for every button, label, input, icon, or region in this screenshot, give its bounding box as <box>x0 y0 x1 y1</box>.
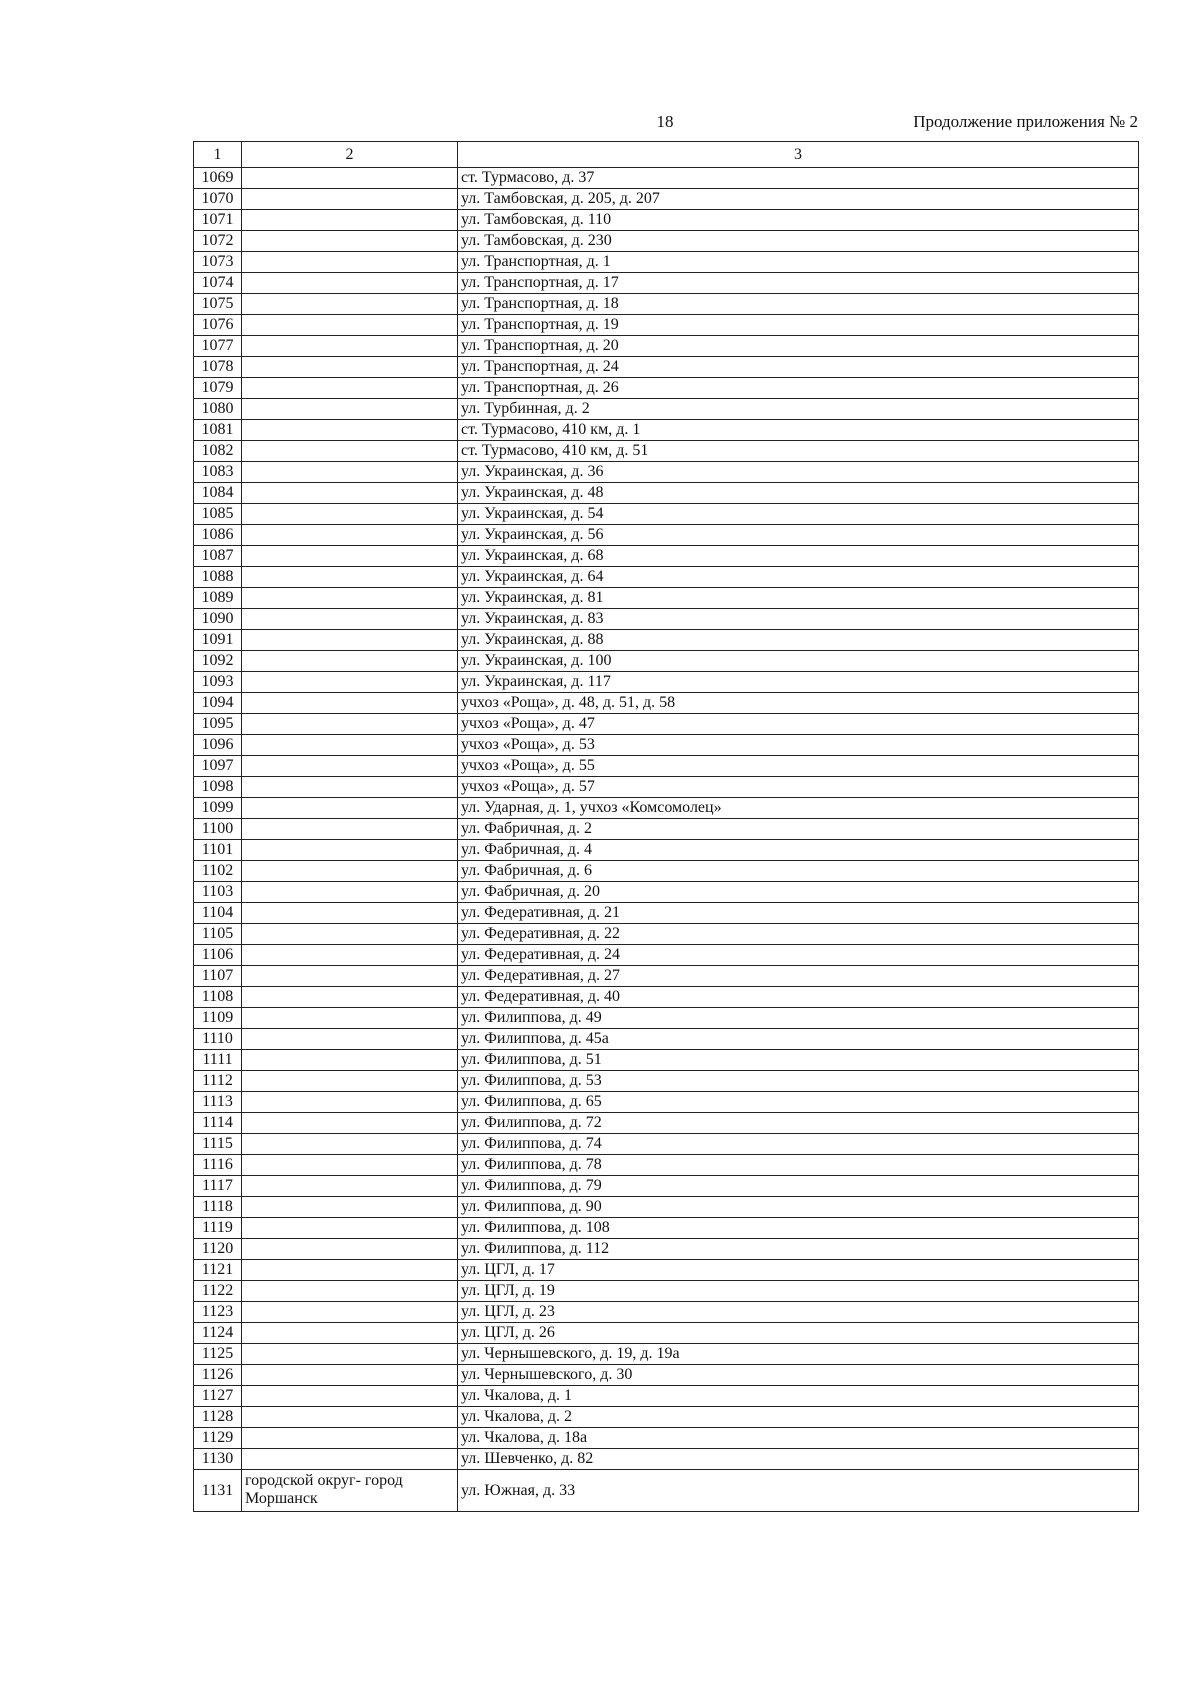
address-cell: ул. Чкалова, д. 1 <box>458 1386 1139 1407</box>
row-number: 1080 <box>194 399 242 420</box>
table-row <box>194 441 1139 462</box>
district-cell <box>242 1218 458 1239</box>
table-row <box>194 861 1139 882</box>
table-row <box>194 777 1139 798</box>
continuation-label: Продолжение приложения № 2 <box>913 112 1138 131</box>
table-row <box>194 903 1139 924</box>
row-number: 1090 <box>194 609 242 630</box>
table-row <box>194 1134 1139 1155</box>
row-number: 1087 <box>194 546 242 567</box>
address-cell: учхоз «Роща», д. 55 <box>458 756 1139 777</box>
row-number: 1086 <box>194 525 242 546</box>
table-row <box>194 1386 1139 1407</box>
address-cell: ул. Украинская, д. 100 <box>458 651 1139 672</box>
table-row <box>194 1260 1139 1281</box>
address-cell: учхоз «Роща», д. 57 <box>458 777 1139 798</box>
district-cell <box>242 1407 458 1428</box>
table-row <box>194 210 1139 231</box>
district-cell <box>242 546 458 567</box>
table-row <box>194 357 1139 378</box>
row-number: 1069 <box>194 168 242 189</box>
address-cell: ул. Фабричная, д. 2 <box>458 819 1139 840</box>
address-cell: ул. Филиппова, д. 45а <box>458 1029 1139 1050</box>
row-number: 1130 <box>194 1449 242 1470</box>
address-cell: ст. Турмасово, д. 37 <box>458 168 1139 189</box>
row-number: 1129 <box>194 1428 242 1449</box>
row-number: 1112 <box>194 1071 242 1092</box>
district-cell <box>242 1281 458 1302</box>
row-number: 1103 <box>194 882 242 903</box>
table-row <box>194 798 1139 819</box>
row-number: 1104 <box>194 903 242 924</box>
table-row <box>194 819 1139 840</box>
district-cell <box>242 1197 458 1218</box>
address-cell: ул. Филиппова, д. 65 <box>458 1092 1139 1113</box>
district-cell <box>242 924 458 945</box>
row-number: 1121 <box>194 1260 242 1281</box>
table-row <box>194 735 1139 756</box>
column-header-3: 3 <box>458 142 1139 168</box>
table-row <box>194 420 1139 441</box>
row-number: 1118 <box>194 1197 242 1218</box>
district-cell <box>242 1134 458 1155</box>
table-row <box>194 1155 1139 1176</box>
row-number: 1076 <box>194 315 242 336</box>
row-number: 1083 <box>194 462 242 483</box>
row-number: 1078 <box>194 357 242 378</box>
row-number: 1084 <box>194 483 242 504</box>
row-number: 1125 <box>194 1344 242 1365</box>
address-cell: ул. Украинская, д. 88 <box>458 630 1139 651</box>
table-row <box>194 546 1139 567</box>
district-cell <box>242 462 458 483</box>
page-number: 18 <box>656 112 674 131</box>
table-row <box>194 1428 1139 1449</box>
table-row <box>194 756 1139 777</box>
district-cell <box>242 798 458 819</box>
row-number: 1099 <box>194 798 242 819</box>
row-number: 1109 <box>194 1008 242 1029</box>
district-cell <box>242 1113 458 1134</box>
district-cell <box>242 1365 458 1386</box>
district-cell <box>242 588 458 609</box>
table-row <box>194 1365 1139 1386</box>
district-cell <box>242 714 458 735</box>
row-number: 1097 <box>194 756 242 777</box>
table-row <box>194 945 1139 966</box>
address-cell: ул. Фабричная, д. 4 <box>458 840 1139 861</box>
address-cell: ул. Чернышевского, д. 30 <box>458 1365 1139 1386</box>
address-cell: ул. Украинская, д. 68 <box>458 546 1139 567</box>
district-cell <box>242 1092 458 1113</box>
row-number: 1079 <box>194 378 242 399</box>
district-cell <box>242 189 458 210</box>
row-number: 1122 <box>194 1281 242 1302</box>
district-cell <box>242 672 458 693</box>
address-cell: ул. ЦГЛ, д. 26 <box>458 1323 1139 1344</box>
table-row <box>194 504 1139 525</box>
district-cell <box>242 987 458 1008</box>
address-cell: ул. Филиппова, д. 74 <box>458 1134 1139 1155</box>
address-cell: ул. Украинская, д. 56 <box>458 525 1139 546</box>
district-cell <box>242 609 458 630</box>
table-row <box>194 672 1139 693</box>
address-cell: ул. Федеративная, д. 21 <box>458 903 1139 924</box>
address-cell: ул. Чкалова, д. 2 <box>458 1407 1139 1428</box>
address-cell: ул. Транспортная, д. 20 <box>458 336 1139 357</box>
row-number: 1091 <box>194 630 242 651</box>
address-cell: ул. Филиппова, д. 79 <box>458 1176 1139 1197</box>
address-cell: ул. Транспортная, д. 1 <box>458 252 1139 273</box>
row-number: 1077 <box>194 336 242 357</box>
row-number: 1100 <box>194 819 242 840</box>
row-number: 1092 <box>194 651 242 672</box>
row-number: 1106 <box>194 945 242 966</box>
address-cell: ул. ЦГЛ, д. 19 <box>458 1281 1139 1302</box>
district-cell <box>242 1428 458 1449</box>
table-row <box>194 882 1139 903</box>
table-row <box>194 1407 1139 1428</box>
address-cell: ул. Филиппова, д. 53 <box>458 1071 1139 1092</box>
address-cell: ул. Филиппова, д. 108 <box>458 1218 1139 1239</box>
district-cell <box>242 1239 458 1260</box>
address-cell: ул. Украинская, д. 64 <box>458 567 1139 588</box>
table-row <box>194 231 1139 252</box>
address-cell: ул. Украинская, д. 83 <box>458 609 1139 630</box>
address-cell: ул. ЦГЛ, д. 17 <box>458 1260 1139 1281</box>
address-cell: ул. Филиппова, д. 112 <box>458 1239 1139 1260</box>
table-row <box>194 294 1139 315</box>
row-number: 1113 <box>194 1092 242 1113</box>
address-cell: ул. Филиппова, д. 90 <box>458 1197 1139 1218</box>
district-cell <box>242 777 458 798</box>
table-row <box>194 630 1139 651</box>
row-number: 1127 <box>194 1386 242 1407</box>
table-row <box>194 840 1139 861</box>
address-cell: ул. Украинская, д. 54 <box>458 504 1139 525</box>
table-header-row <box>194 142 1139 168</box>
address-cell: учхоз «Роща», д. 48, д. 51, д. 58 <box>458 693 1139 714</box>
row-number: 1107 <box>194 966 242 987</box>
table-row <box>194 966 1139 987</box>
district-cell <box>242 315 458 336</box>
district-cell <box>242 630 458 651</box>
district-cell <box>242 840 458 861</box>
table-row <box>194 378 1139 399</box>
district-cell <box>242 1008 458 1029</box>
district-cell <box>242 903 458 924</box>
table-row <box>194 168 1139 189</box>
table-row <box>194 1323 1139 1344</box>
address-cell: ул. Филиппова, д. 72 <box>458 1113 1139 1134</box>
address-cell: ул. Тамбовская, д. 110 <box>458 210 1139 231</box>
column-header-2: 2 <box>242 142 458 168</box>
address-cell: ул. Транспортная, д. 24 <box>458 357 1139 378</box>
district-name: городской округ- город Моршанск <box>242 1470 458 1512</box>
table-row <box>194 1176 1139 1197</box>
address-cell: ул. Транспортная, д. 17 <box>458 273 1139 294</box>
table-row <box>194 252 1139 273</box>
row-number: 1114 <box>194 1113 242 1134</box>
district-cell <box>242 1260 458 1281</box>
district-cell <box>242 294 458 315</box>
address-cell: ул. Турбинная, д. 2 <box>458 399 1139 420</box>
table-row <box>194 1092 1139 1113</box>
address-cell: ул. Федеративная, д. 27 <box>458 966 1139 987</box>
table-row <box>194 1008 1139 1029</box>
table-row <box>194 1029 1139 1050</box>
address-cell: ул. Ударная, д. 1, учхоз «Комсомолец» <box>458 798 1139 819</box>
address-cell: ул. Фабричная, д. 6 <box>458 861 1139 882</box>
table-row <box>194 315 1139 336</box>
district-cell <box>242 210 458 231</box>
district-cell <box>242 1071 458 1092</box>
row-number: 1075 <box>194 294 242 315</box>
address-cell: ул. Федеративная, д. 24 <box>458 945 1139 966</box>
row-number: 1117 <box>194 1176 242 1197</box>
district-cell <box>242 1302 458 1323</box>
address-cell: ул. Шевченко, д. 82 <box>458 1449 1139 1470</box>
table-row <box>194 609 1139 630</box>
table-row <box>194 273 1139 294</box>
row-number: 1081 <box>194 420 242 441</box>
district-cell <box>242 1449 458 1470</box>
district-cell <box>242 882 458 903</box>
row-number: 1070 <box>194 189 242 210</box>
district-cell <box>242 378 458 399</box>
row-number: 1094 <box>194 693 242 714</box>
row-number: 1110 <box>194 1029 242 1050</box>
district-cell <box>242 1050 458 1071</box>
table-row-last <box>194 1470 1139 1512</box>
address-cell: ул. Южная, д. 33 <box>458 1470 1139 1512</box>
address-cell: ул. Федеративная, д. 22 <box>458 924 1139 945</box>
address-cell: ул. Украинская, д. 48 <box>458 483 1139 504</box>
address-cell: ст. Турмасово, 410 км, д. 51 <box>458 441 1139 462</box>
district-cell <box>242 357 458 378</box>
address-cell: ул. Транспортная, д. 26 <box>458 378 1139 399</box>
address-cell: ул. Филиппова, д. 78 <box>458 1155 1139 1176</box>
district-cell <box>242 1155 458 1176</box>
row-number: 1115 <box>194 1134 242 1155</box>
district-cell <box>242 420 458 441</box>
table-row <box>194 1281 1139 1302</box>
table-row <box>194 399 1139 420</box>
table-row <box>194 1050 1139 1071</box>
row-number: 1108 <box>194 987 242 1008</box>
table-row <box>194 1302 1139 1323</box>
district-cell <box>242 273 458 294</box>
table-row <box>194 1239 1139 1260</box>
district-cell <box>242 861 458 882</box>
row-number: 1131 <box>194 1470 242 1512</box>
address-cell: учхоз «Роща», д. 53 <box>458 735 1139 756</box>
district-cell <box>242 1176 458 1197</box>
district-cell <box>242 756 458 777</box>
table-row <box>194 588 1139 609</box>
row-number: 1073 <box>194 252 242 273</box>
district-cell <box>242 399 458 420</box>
table-row <box>194 924 1139 945</box>
table-row <box>194 714 1139 735</box>
address-table <box>193 141 1139 1512</box>
address-cell: ул. ЦГЛ, д. 23 <box>458 1302 1139 1323</box>
address-cell: ул. Тамбовская, д. 230 <box>458 231 1139 252</box>
row-number: 1111 <box>194 1050 242 1071</box>
address-cell: ул. Филиппова, д. 49 <box>458 1008 1139 1029</box>
table-row <box>194 651 1139 672</box>
address-cell: ул. Транспортная, д. 19 <box>458 315 1139 336</box>
table-row <box>194 1113 1139 1134</box>
row-number: 1126 <box>194 1365 242 1386</box>
row-number: 1102 <box>194 861 242 882</box>
row-number: 1072 <box>194 231 242 252</box>
district-cell <box>242 504 458 525</box>
table-row <box>194 987 1139 1008</box>
table-row <box>194 462 1139 483</box>
district-cell <box>242 1386 458 1407</box>
district-cell <box>242 567 458 588</box>
district-cell <box>242 231 458 252</box>
row-number: 1120 <box>194 1239 242 1260</box>
table-row <box>194 336 1139 357</box>
district-cell <box>242 1344 458 1365</box>
table-row <box>194 1218 1139 1239</box>
address-cell: ул. Фабричная, д. 20 <box>458 882 1139 903</box>
address-cell: ул. Украинская, д. 36 <box>458 462 1139 483</box>
column-header-1: 1 <box>194 142 242 168</box>
row-number: 1071 <box>194 210 242 231</box>
table-row <box>194 1344 1139 1365</box>
district-cell <box>242 966 458 987</box>
row-number: 1116 <box>194 1155 242 1176</box>
district-cell <box>242 252 458 273</box>
district-cell <box>242 525 458 546</box>
address-cell: ул. Федеративная, д. 40 <box>458 987 1139 1008</box>
address-cell: учхоз «Роща», д. 47 <box>458 714 1139 735</box>
row-number: 1098 <box>194 777 242 798</box>
row-number: 1128 <box>194 1407 242 1428</box>
table-row <box>194 1071 1139 1092</box>
district-cell <box>242 1323 458 1344</box>
district-cell <box>242 441 458 462</box>
row-number: 1119 <box>194 1218 242 1239</box>
row-number: 1088 <box>194 567 242 588</box>
row-number: 1074 <box>194 273 242 294</box>
table-row <box>194 525 1139 546</box>
row-number: 1096 <box>194 735 242 756</box>
row-number: 1101 <box>194 840 242 861</box>
address-cell: ул. Тамбовская, д. 205, д. 207 <box>458 189 1139 210</box>
district-cell <box>242 735 458 756</box>
table-row <box>194 1197 1139 1218</box>
row-number: 1123 <box>194 1302 242 1323</box>
district-cell <box>242 1029 458 1050</box>
row-number: 1082 <box>194 441 242 462</box>
row-number: 1095 <box>194 714 242 735</box>
address-cell: ул. Транспортная, д. 18 <box>458 294 1139 315</box>
table-row <box>194 567 1139 588</box>
district-cell <box>242 336 458 357</box>
table-row <box>194 483 1139 504</box>
district-cell <box>242 693 458 714</box>
district-cell <box>242 945 458 966</box>
district-cell <box>242 819 458 840</box>
address-cell: ул. Чкалова, д. 18а <box>458 1428 1139 1449</box>
row-number: 1105 <box>194 924 242 945</box>
address-cell: ул. Чернышевского, д. 19, д. 19а <box>458 1344 1139 1365</box>
address-cell: ст. Турмасово, 410 км, д. 1 <box>458 420 1139 441</box>
table-row <box>194 189 1139 210</box>
district-cell <box>242 483 458 504</box>
address-cell: ул. Украинская, д. 81 <box>458 588 1139 609</box>
district-cell <box>242 651 458 672</box>
row-number: 1124 <box>194 1323 242 1344</box>
table-row <box>194 693 1139 714</box>
table-body <box>194 168 1139 1512</box>
row-number: 1093 <box>194 672 242 693</box>
table-row <box>194 1449 1139 1470</box>
row-number: 1089 <box>194 588 242 609</box>
row-number: 1085 <box>194 504 242 525</box>
address-cell: ул. Украинская, д. 117 <box>458 672 1139 693</box>
address-cell: ул. Филиппова, д. 51 <box>458 1050 1139 1071</box>
district-cell <box>242 168 458 189</box>
